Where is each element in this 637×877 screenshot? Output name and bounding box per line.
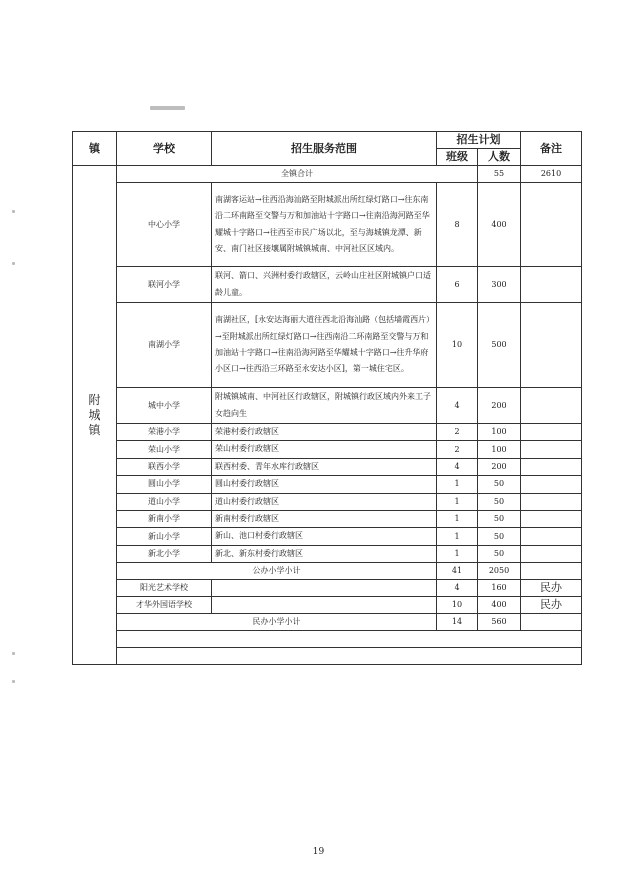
service-scope bbox=[212, 597, 437, 614]
class-count: 1 bbox=[437, 476, 478, 493]
class-count: 10 bbox=[437, 303, 478, 388]
note-cell bbox=[521, 441, 582, 458]
school-name: 圆山小学 bbox=[117, 476, 212, 493]
service-scope: 荣港村委行政辖区 bbox=[212, 424, 437, 441]
public-subtotal-label: 公办小学小计 bbox=[117, 563, 437, 580]
table-row bbox=[73, 267, 582, 303]
class-count: 4 bbox=[437, 458, 478, 475]
header-scope: 招生服务范围 bbox=[212, 132, 437, 166]
note-cell bbox=[521, 563, 582, 580]
student-count: 300 bbox=[478, 267, 521, 303]
header-note: 备注 bbox=[521, 132, 582, 166]
note-cell bbox=[521, 183, 582, 267]
service-scope: 联西村委、青年水库行政辖区 bbox=[212, 458, 437, 475]
private-subtotal-students: 560 bbox=[478, 614, 521, 631]
header-students: 人数 bbox=[478, 149, 521, 166]
total-classes: 55 bbox=[478, 166, 521, 183]
student-count: 400 bbox=[478, 183, 521, 267]
empty-row bbox=[73, 631, 582, 648]
empty-cell bbox=[117, 631, 582, 648]
town-name-char: 镇 bbox=[88, 422, 101, 437]
public-subtotal-classes: 41 bbox=[437, 563, 478, 580]
note-cell: 民办 bbox=[521, 580, 582, 597]
school-name: 才华外国语学校 bbox=[117, 597, 212, 614]
service-scope: 道山村委行政辖区 bbox=[212, 493, 437, 510]
header-classes: 班级 bbox=[437, 149, 478, 166]
scan-mark bbox=[12, 262, 15, 265]
class-count: 2 bbox=[437, 424, 478, 441]
table-row bbox=[73, 476, 582, 493]
note-cell bbox=[521, 614, 582, 631]
note-cell bbox=[521, 511, 582, 528]
class-count: 1 bbox=[437, 493, 478, 510]
school-name: 城中小学 bbox=[117, 388, 212, 424]
empty-cell bbox=[117, 648, 582, 665]
private-subtotal-label: 民办小学小计 bbox=[117, 614, 437, 631]
note-cell bbox=[521, 528, 582, 545]
class-count: 4 bbox=[437, 580, 478, 597]
town-name-char: 附 bbox=[88, 392, 101, 407]
service-scope: 南湖社区，[永安达海丽大道往西北沿海汕路（包括墙霞西片）→至附城派出所红绿灯路口→往西南沿二环南路至交警与万和加油站十字路口→往南沿海河路至华耀城十字路口→往升华府小区口→往西沿三环路至永安达小区]，第一城住宅区。 bbox=[212, 303, 437, 388]
student-count: 50 bbox=[478, 511, 521, 528]
note-cell bbox=[521, 388, 582, 424]
private-subtotal-row bbox=[73, 614, 582, 631]
town-cell bbox=[73, 166, 117, 665]
table-row bbox=[73, 183, 582, 267]
empty-row bbox=[73, 648, 582, 665]
note-cell bbox=[521, 545, 582, 562]
school-name: 荣港小学 bbox=[117, 424, 212, 441]
scan-mark bbox=[150, 106, 185, 110]
header-row bbox=[73, 132, 582, 149]
table-row bbox=[73, 545, 582, 562]
student-count: 500 bbox=[478, 303, 521, 388]
service-scope bbox=[212, 580, 437, 597]
table-row bbox=[73, 493, 582, 510]
scan-mark bbox=[12, 680, 15, 683]
school-name: 道山小学 bbox=[117, 493, 212, 510]
service-scope: 荣山村委行政辖区 bbox=[212, 441, 437, 458]
total-students: 2610 bbox=[521, 166, 582, 183]
note-cell bbox=[521, 424, 582, 441]
class-count: 4 bbox=[437, 388, 478, 424]
student-count: 100 bbox=[478, 424, 521, 441]
table-row bbox=[73, 597, 582, 614]
student-count: 400 bbox=[478, 597, 521, 614]
service-scope: 新山、池口村委行政辖区 bbox=[212, 528, 437, 545]
class-count: 1 bbox=[437, 528, 478, 545]
table-row bbox=[73, 388, 582, 424]
school-name: 新北小学 bbox=[117, 545, 212, 562]
class-count: 1 bbox=[437, 545, 478, 562]
header-plan: 招生计划 bbox=[437, 132, 521, 149]
table-row bbox=[73, 528, 582, 545]
note-cell bbox=[521, 267, 582, 303]
table-row bbox=[73, 458, 582, 475]
service-scope: 附城镇城南、中河社区行政辖区，附城镇行政区域内外来工子女趋向生 bbox=[212, 388, 437, 424]
service-scope: 南湖客运站→往西沿海汕路至附城派出所红绿灯路口→往东南沿二环南路至交警与万和加油站十字路口→往南沿海河路至华耀城十字路口→往西至市民广场以北，至与海城镇龙潭、新安、南门社区接壤属附城镇城南、中河社区区域内。 bbox=[212, 183, 437, 267]
school-name: 阳光艺术学校 bbox=[117, 580, 212, 597]
service-scope: 新北、新东村委行政辖区 bbox=[212, 545, 437, 562]
note-cell bbox=[521, 458, 582, 475]
school-name: 南湖小学 bbox=[117, 303, 212, 388]
note-cell bbox=[521, 493, 582, 510]
table-row bbox=[73, 580, 582, 597]
page-number: 19 bbox=[312, 847, 325, 857]
table-row bbox=[73, 424, 582, 441]
student-count: 50 bbox=[478, 545, 521, 562]
class-count: 2 bbox=[437, 441, 478, 458]
table-row bbox=[73, 441, 582, 458]
school-name: 中心小学 bbox=[117, 183, 212, 267]
class-count: 1 bbox=[437, 511, 478, 528]
scan-mark bbox=[12, 652, 15, 655]
table-row bbox=[73, 511, 582, 528]
scan-mark bbox=[12, 210, 15, 213]
note-cell bbox=[521, 303, 582, 388]
class-count: 8 bbox=[437, 183, 478, 267]
note-cell bbox=[521, 476, 582, 493]
student-count: 50 bbox=[478, 528, 521, 545]
class-count: 6 bbox=[437, 267, 478, 303]
service-scope: 新南村委行政辖区 bbox=[212, 511, 437, 528]
school-name: 联西小学 bbox=[117, 458, 212, 475]
note-cell: 民办 bbox=[521, 597, 582, 614]
private-subtotal-classes: 14 bbox=[437, 614, 478, 631]
school-name: 荣山小学 bbox=[117, 441, 212, 458]
header-town: 镇 bbox=[73, 132, 117, 166]
total-row bbox=[73, 166, 582, 183]
public-subtotal-row bbox=[73, 563, 582, 580]
student-count: 200 bbox=[478, 458, 521, 475]
student-count: 200 bbox=[478, 388, 521, 424]
school-name: 新山小学 bbox=[117, 528, 212, 545]
school-name: 新南小学 bbox=[117, 511, 212, 528]
student-count: 50 bbox=[478, 476, 521, 493]
table-row bbox=[73, 303, 582, 388]
service-scope: 圆山村委行政辖区 bbox=[212, 476, 437, 493]
student-count: 50 bbox=[478, 493, 521, 510]
class-count: 10 bbox=[437, 597, 478, 614]
school-name: 联河小学 bbox=[117, 267, 212, 303]
student-count: 100 bbox=[478, 441, 521, 458]
header-school: 学校 bbox=[117, 132, 212, 166]
town-name-char: 城 bbox=[88, 407, 101, 422]
public-subtotal-students: 2050 bbox=[478, 563, 521, 580]
total-label: 全镇合计 bbox=[117, 166, 478, 183]
student-count: 160 bbox=[478, 580, 521, 597]
enrollment-table bbox=[72, 131, 582, 665]
service-scope: 联河、箭口、兴洲村委行政辖区，云岭山庄社区附城镇户口适龄儿童。 bbox=[212, 267, 437, 303]
